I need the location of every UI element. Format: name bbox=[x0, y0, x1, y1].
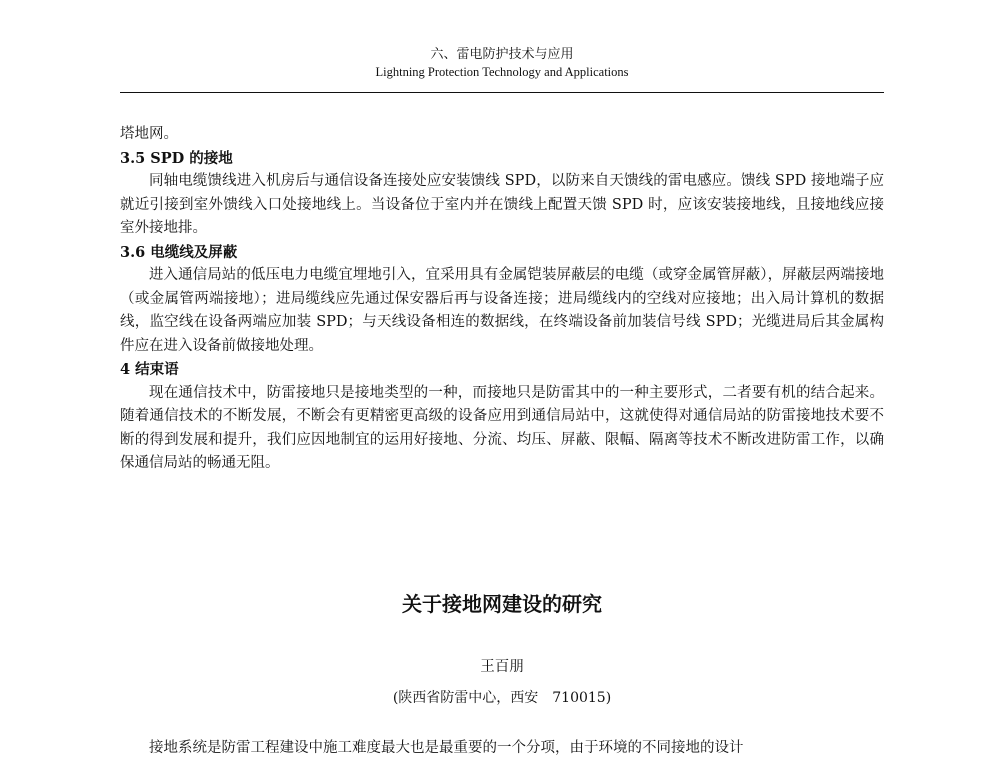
header-title-zh: 六、雷电防护技术与应用 bbox=[430, 47, 574, 62]
header-title-en: Lightning Protection Technology and Applications bbox=[375, 65, 629, 79]
section-heading-3-5: 3.5 SPD 的接地 bbox=[120, 149, 233, 167]
carryover-text: 塔地网。 bbox=[120, 126, 178, 142]
section-paragraph-3-6: 进入通信局站的低压电力电缆宜埋地引入，宜采用具有金属铠装屏蔽层的电缆（或穿金属管屏蔽），屏蔽层两端接地（或金属管两端接地）；进局缆线应先通过保安器后再与设备连接；进局缆线内的空线对应接地；出入局计算机的数据线，监空线在设备两端应加装 SPD；与天线设备相连的数据线，在终端设备前加装信号线 SPD；光缆进局后其金属构件应在进入设备前做接地处理。 bbox=[120, 267, 884, 354]
article-title: 关于接地网建设的研究 bbox=[402, 592, 602, 616]
running-header bbox=[120, 46, 884, 81]
section-heading-4: 4 结束语 bbox=[120, 361, 179, 378]
article-first-line: 接地系统是防雷工程建设中施工难度最大也是最重要的一个分项，由于环境的不同接地的设计 bbox=[149, 740, 744, 756]
author-name: 王百朋 bbox=[480, 659, 524, 675]
section-paragraph-4: 现在通信技术中，防雷接地只是接地类型的一种，而接地只是防雷其中的一种主要形式，二者要有机的结合起来。随着通信技术的不断发展，不断会有更精密更高级的设备应用到通信局站中，这就使得对通信局站的防雷接地技术要不断的得到发展和提升，我们应因地制宜的运用好接地、分流、均压、屏蔽、限幅、隔离等技术不断改进防雷工作，以确保通信局站的畅通无阻。 bbox=[120, 384, 884, 471]
section-paragraph-3-5: 同轴电缆馈线进入机房后与通信设备连接处应安装馈线 SPD，以防来自天馈线的雷电感应。馈线 SPD 接地端子应就近引接到室外馈线入口处接地线上。当设备位于室内并在馈线上配置天馈 SPD 时，应该安装接地线，且接地线应接室外接地排。 bbox=[120, 173, 884, 236]
section-heading-3-6: 3.6 电缆线及屏蔽 bbox=[120, 243, 238, 261]
author-affiliation: (陕西省防雷中心，西安 710015) bbox=[392, 690, 612, 706]
previous-article-body bbox=[120, 123, 884, 476]
header-rule bbox=[120, 92, 884, 93]
